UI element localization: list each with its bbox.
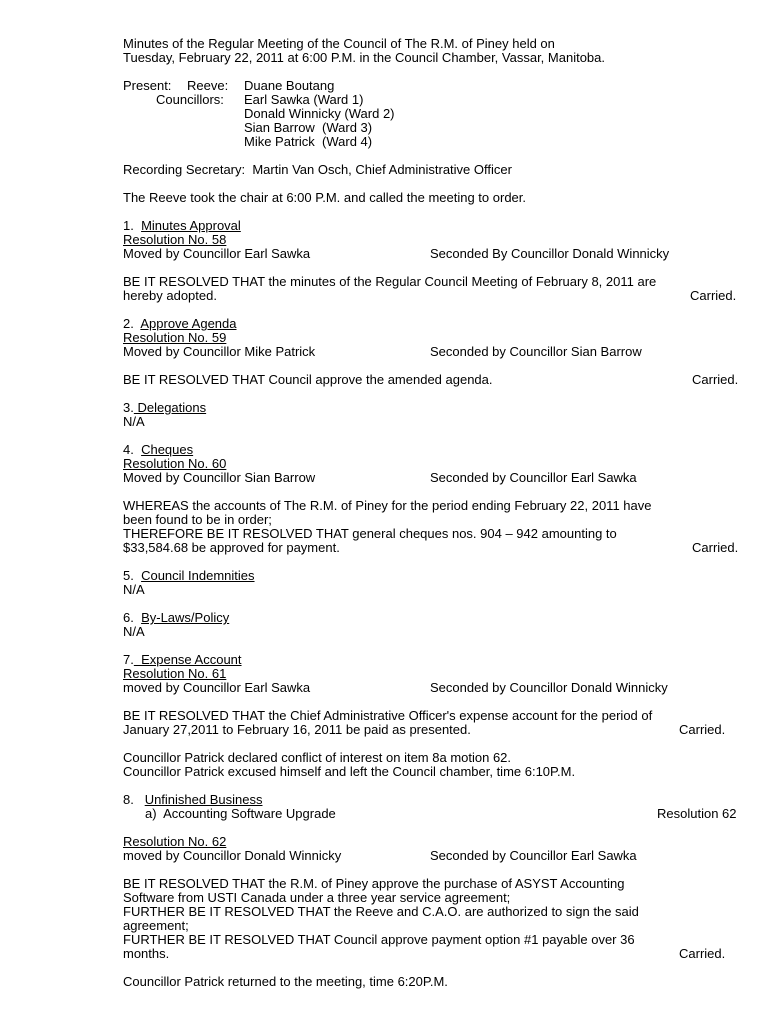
s7-text-1: BE IT RESOLVED THAT the Chief Administrative Officer's expense account for the period of [123,708,653,723]
section-7-title: Expense Account [133,652,242,667]
section-7-number: 7. [123,652,134,667]
s7-seconded: Seconded by Councillor Donald Winnicky [430,680,668,695]
s8-moved: moved by Councillor Donald Winnicky [123,848,342,863]
s4-moved: Moved by Councillor Sian Barrow [123,470,316,485]
s7-carried: Carried. [679,722,726,737]
s3-body: N/A [123,414,145,429]
s8-item-a: a) Accounting Software Upgrade [145,806,336,821]
s8-text-2: Software from USTI Canada under a three year service agreement; [123,890,511,905]
s8-carried: Carried. [679,946,726,961]
s1-text-1: BE IT RESOLVED THAT the minutes of the Regular Council Meeting of February 8, 2011 are [123,274,657,289]
councillor-2: Donald Winnicky (Ward 2) [244,106,395,121]
s4-carried: Carried. [692,540,739,555]
recording-secretary: Recording Secretary: Martin Van Osch, Chief Administrative Officer [123,162,512,177]
section-2-heading [123,317,237,331]
section-6-number: 6. [123,610,134,625]
s5-body: N/A [123,582,145,597]
section-1-heading [123,219,241,233]
reeve-label: Reeve: [187,78,229,93]
s1-moved: Moved by Councillor Earl Sawka [123,246,311,261]
section-8-number: 8. [123,792,134,807]
section-3-heading [123,401,206,415]
s2-moved: Moved by Councillor Mike Patrick [123,344,316,359]
s2-carried: Carried. [692,372,739,387]
section-3-title: Delegations [133,400,207,415]
s1-carried: Carried. [690,288,737,303]
s4-seconded: Seconded by Councillor Earl Sawka [430,470,637,485]
reeve-name: Duane Boutang [244,78,335,93]
section-8-heading [123,793,262,807]
s6-body: N/A [123,624,145,639]
resolution-58: Resolution No. 58 [123,232,227,247]
s4-text-1: WHEREAS the accounts of The R.M. of Piney for the period ending February 22, 2011 have [123,498,652,513]
chair-statement: The Reeve took the chair at 6:00 P.M. and called the meeting to order. [123,190,527,205]
s8-text-4: agreement; [123,918,189,933]
councillors-label: Councillors: [156,92,224,107]
s8-text-6: months. [123,946,170,961]
s8-text-1: BE IT RESOLVED THAT the R.M. of Piney approve the purchase of ASYST Accounting [123,876,625,891]
resolution-61: Resolution No. 61 [123,666,227,681]
section-4-title: Cheques [141,442,194,457]
resolution-60: Resolution No. 60 [123,456,227,471]
section-8-title: Unfinished Business [144,792,263,807]
conflict-line-2: Councillor Patrick excused himself and left the Council chamber, time 6:10P.M. [123,764,576,779]
section-6-heading [123,611,229,625]
returned-statement: Councillor Patrick returned to the meeting, time 6:20P.M. [123,974,448,989]
s4-text-4: $33,584.68 be approved for payment. [123,540,340,555]
resolution-62: Resolution No. 62 [123,834,227,849]
s7-moved: moved by Councillor Earl Sawka [123,680,311,695]
header-line-1: Minutes of the Regular Meeting of the Council of The R.M. of Piney held on [123,36,555,51]
s4-text-2: been found to be in order; [123,512,272,527]
conflict-line-1: Councillor Patrick declared conflict of interest on item 8a motion 62. [123,750,512,765]
section-4-heading [123,443,193,457]
section-1-number: 1. [123,218,134,233]
section-5-number: 5. [123,568,134,583]
section-2-title: Approve Agenda [140,316,237,331]
s8-text-3: FURTHER BE IT RESOLVED THAT the Reeve and C.A.O. are authorized to sign the said [123,904,639,919]
s8-seconded: Seconded by Councillor Earl Sawka [430,848,637,863]
s8-item-a-resolution: Resolution 62 [657,806,737,821]
section-3-number: 3. [123,400,134,415]
section-2-number: 2. [123,316,134,331]
councillor-1: Earl Sawka (Ward 1) [244,92,364,107]
header-line-2: Tuesday, February 22, 2011 at 6:00 P.M. in the Council Chamber, Vassar, Manitoba. [123,50,605,65]
section-6-title: By-Laws/Policy [141,610,230,625]
section-4-number: 4. [123,442,134,457]
present-label: Present: [123,78,172,93]
section-5-title: Council Indemnities [141,568,255,583]
section-1-title: Minutes Approval [141,218,241,233]
s7-text-2: January 27,2011 to February 16, 2011 be paid as presented. [123,722,471,737]
s2-seconded: Seconded by Councillor Sian Barrow [430,344,642,359]
s4-text-3: THEREFORE BE IT RESOLVED THAT general cheques nos. 904 – 942 amounting to [123,526,617,541]
s1-seconded: Seconded By Councillor Donald Winnicky [430,246,670,261]
s2-text-1: BE IT RESOLVED THAT Council approve the amended agenda. [123,372,493,387]
section-7-heading [123,653,242,667]
councillor-4: Mike Patrick (Ward 4) [244,134,373,149]
s8-text-5: FURTHER BE IT RESOLVED THAT Council approve payment option #1 payable over 36 [123,932,635,947]
section-5-heading [123,569,255,583]
councillor-3: Sian Barrow (Ward 3) [244,120,373,135]
s1-text-2: hereby adopted. [123,288,217,303]
resolution-59: Resolution No. 59 [123,330,227,345]
